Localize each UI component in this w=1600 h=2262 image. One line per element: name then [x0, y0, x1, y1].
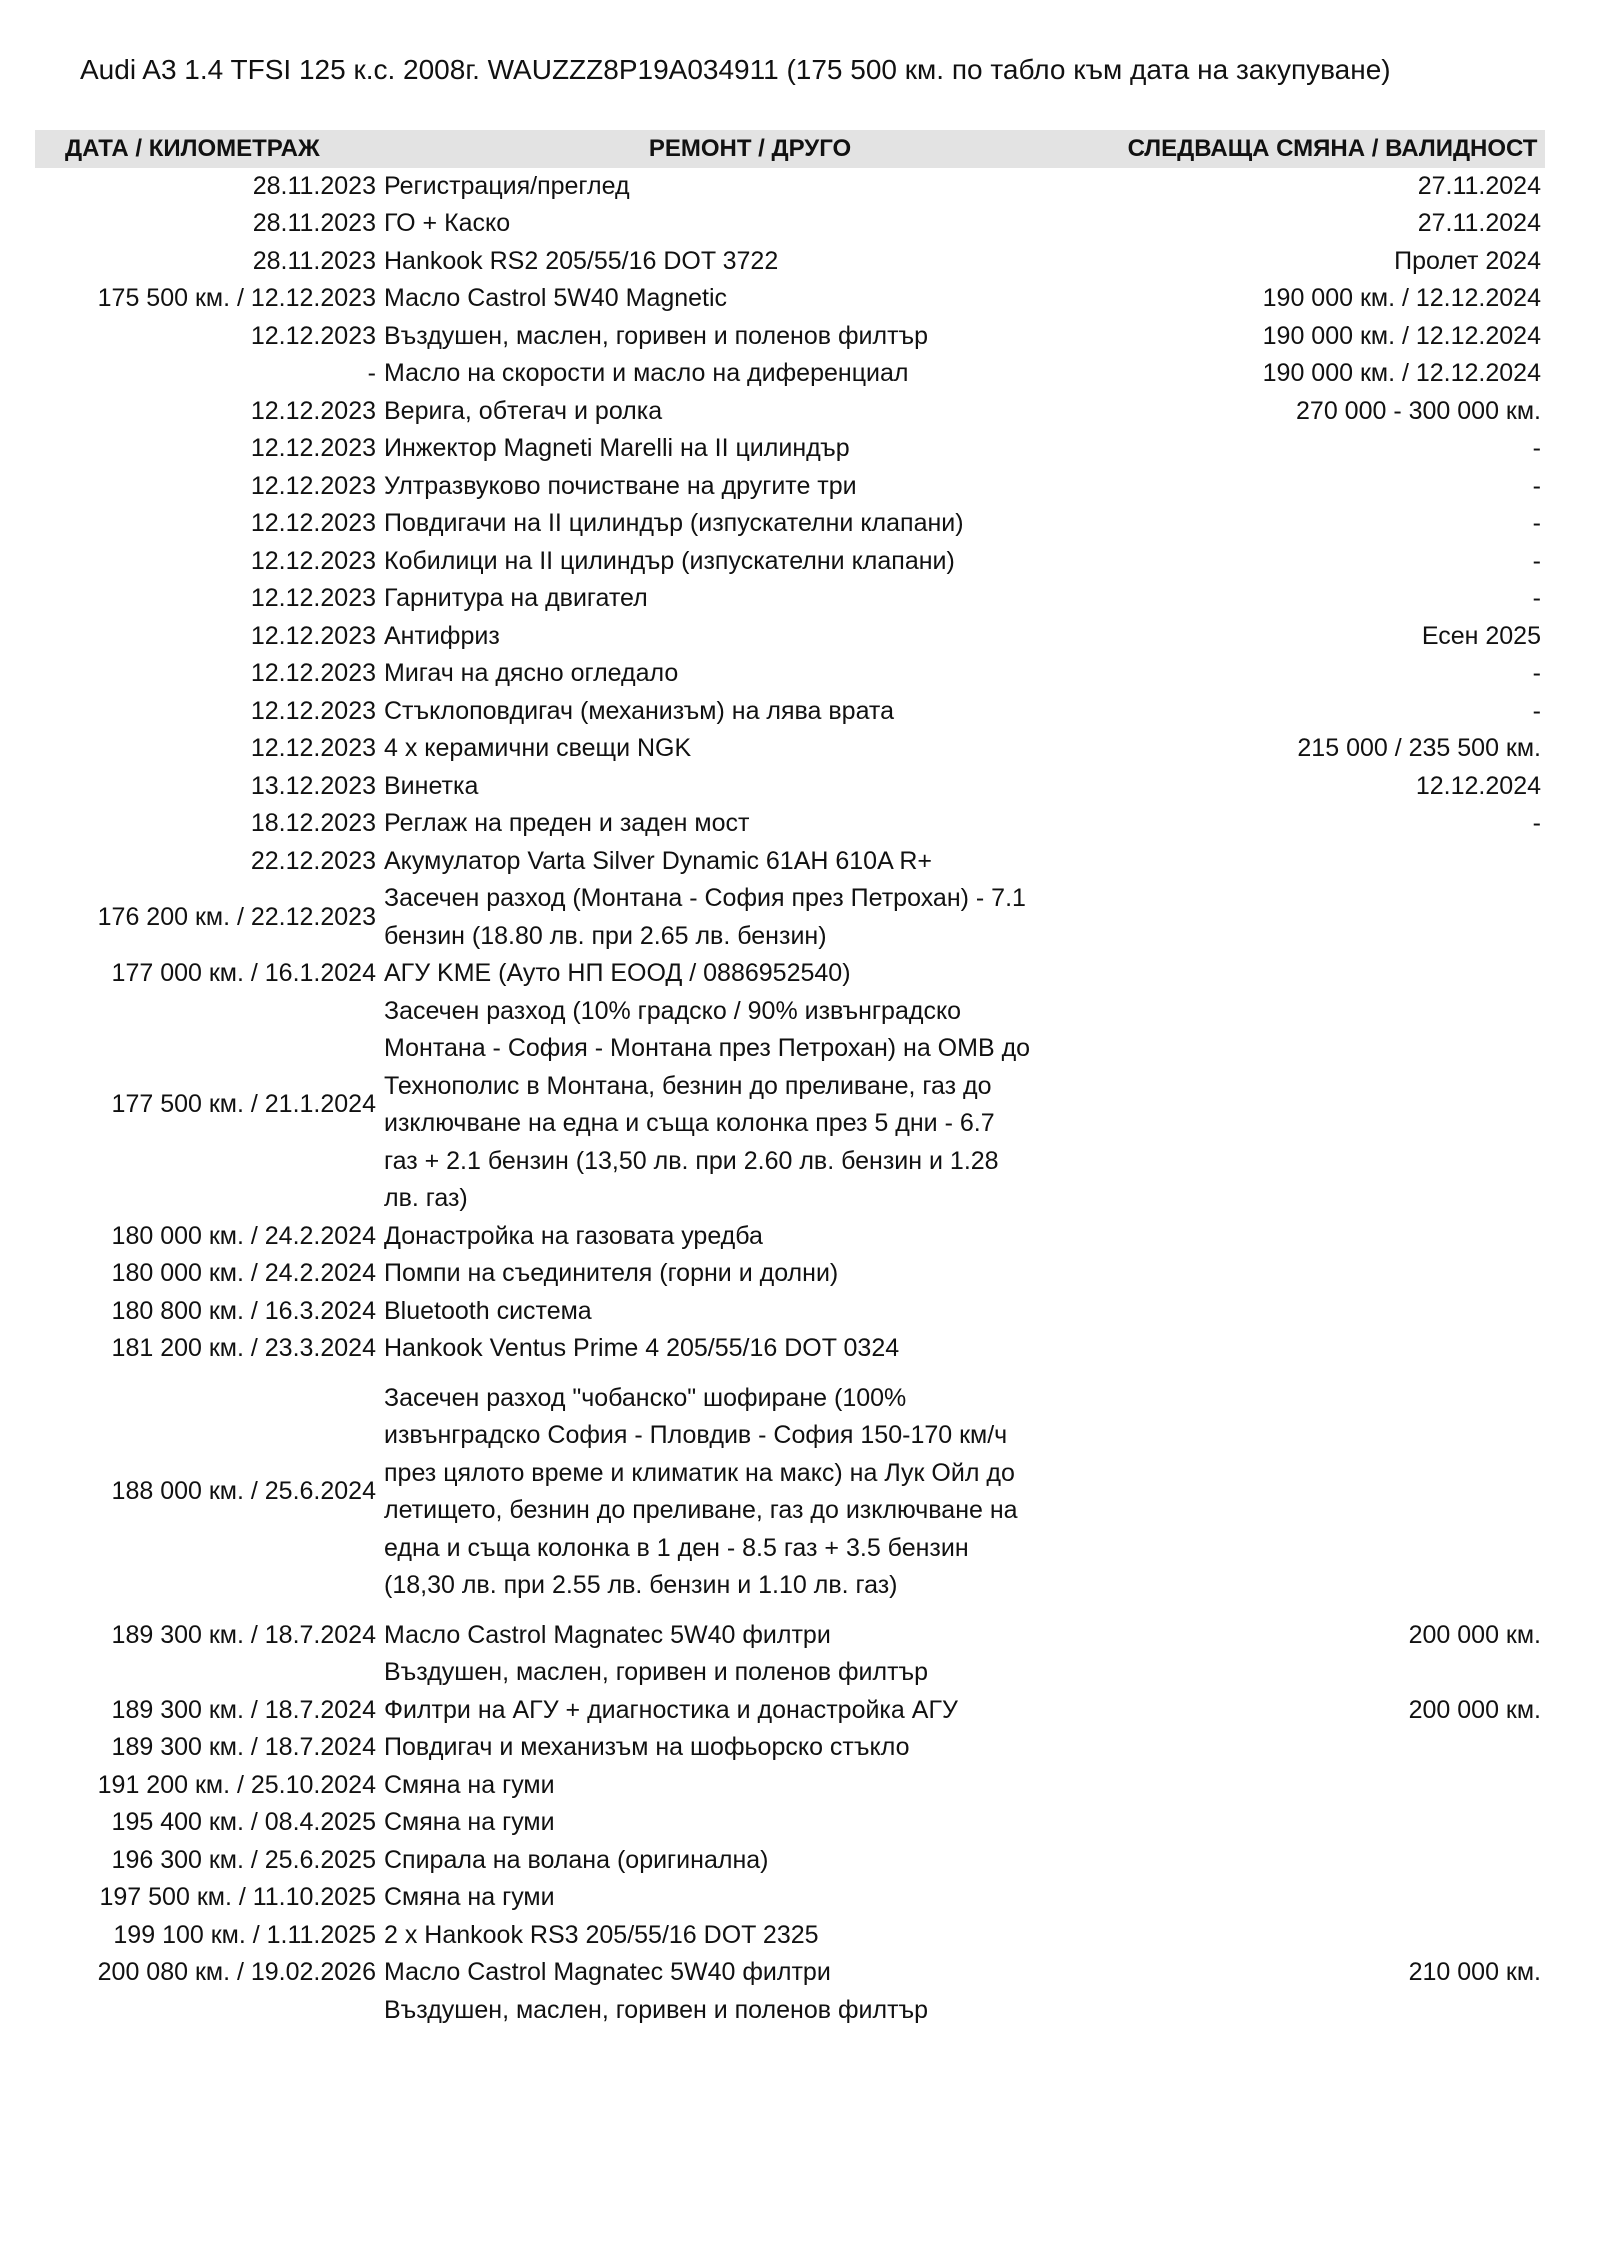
cell-repair-description	[380, 318, 1120, 356]
description-line: Hankook RS2 205/55/16 DOT 3722	[384, 246, 779, 275]
cell-repair-description	[380, 1330, 1120, 1368]
cell-repair-description	[380, 730, 1120, 768]
table-row	[35, 280, 1545, 318]
cell-repair-description	[380, 393, 1120, 431]
cell-date-mileage: 180 000 км. / 24.2.2024	[111, 1259, 376, 1287]
cell-repair-description	[380, 355, 1120, 393]
cell-repair-description	[380, 693, 1120, 731]
cell-repair-description	[380, 243, 1120, 281]
cell-repair-description	[380, 543, 1120, 581]
cell-date-mileage: 13.12.2023	[250, 771, 376, 800]
cell-next-change: -	[1532, 434, 1541, 462]
description-line: АГУ KME (Ауто НП ЕООД / 0886952540)	[384, 959, 851, 987]
description-line: летището, безнин до преливане, газ до изключване на	[384, 1496, 1018, 1524]
table-row	[35, 805, 1545, 843]
description-line: Стъклоповдигач (механизъм) на лява врата	[384, 696, 895, 725]
cell-next-change: 190 000 км. / 12.12.2024	[1262, 284, 1541, 312]
table-row	[35, 243, 1545, 281]
table-row	[35, 393, 1545, 431]
cell-next-change: 215 000 / 235 500 км.	[1297, 734, 1541, 762]
table-row	[35, 1842, 1545, 1880]
description-line: Повдигач и механизъм на шофьорско стъкло	[384, 1733, 910, 1761]
cell-repair-description	[380, 1917, 1120, 1955]
description-line: Масло Castrol 5W40 Magnetic	[384, 284, 728, 312]
cell-repair-description	[380, 768, 1120, 806]
cell-repair-description	[380, 1879, 1120, 1917]
cell-next-change	[1120, 843, 1545, 881]
table-row	[35, 355, 1545, 393]
cell-date-mileage: 180 800 км. / 16.3.2024	[111, 1296, 376, 1325]
cell-repair-description	[380, 168, 1120, 206]
cell-next-change: 190 000 км. / 12.12.2024	[1262, 359, 1541, 387]
table-row	[35, 168, 1545, 206]
cell-repair-description	[380, 1255, 1120, 1293]
cell-next-change	[1120, 993, 1545, 1218]
cell-repair-description	[380, 1729, 1120, 1767]
cell-date-mileage: 28.11.2023	[252, 246, 376, 275]
description-line: Кобилици на II цилиндър (изпускателни клапани)	[384, 546, 955, 575]
cell-repair-description	[380, 468, 1120, 506]
cell-next-change	[1120, 1767, 1545, 1805]
cell-date-mileage: 199 100 км. / 1.11.2025	[113, 1920, 376, 1949]
cell-date-mileage: 200 080 км. / 19.02.2026	[97, 1958, 376, 1986]
cell-date-mileage: 12.12.2023	[250, 621, 376, 650]
cell-repair-description	[380, 655, 1120, 693]
cell-next-change: 12.12.2024	[1415, 771, 1541, 800]
cell-date-mileage: 176 200 км. / 22.12.2023	[97, 902, 376, 931]
description-line: Монтана - София - Монтана през Петрохан) на ОМВ до	[384, 1034, 1031, 1062]
cell-date-mileage: 18.12.2023	[250, 809, 376, 837]
table-row	[35, 1218, 1545, 1256]
page-title: Audi A3 1.4 TFSI 125 к.с. 2008г. WAUZZZ8P19A034911 (175 500 км. по табло към дата на закупуване)	[80, 54, 1391, 85]
cell-next-change: 210 000 км.	[1408, 1958, 1541, 1986]
cell-date-mileage: -	[367, 359, 376, 387]
description-line: една и съща колонка в 1 ден - 8.5 газ + 3.5 бензин	[384, 1533, 969, 1562]
table-row	[35, 880, 1545, 955]
cell-next-change: 270 000 - 300 000 км.	[1296, 396, 1541, 425]
cell-date-mileage: 181 200 км. / 23.3.2024	[111, 1334, 376, 1362]
table-row	[35, 1255, 1545, 1293]
cell-repair-description	[380, 993, 1120, 1218]
service-log-table	[35, 130, 1545, 2029]
table-row	[35, 430, 1545, 468]
cell-repair-description	[380, 805, 1120, 843]
cell-date-mileage: 12.12.2023	[250, 584, 376, 612]
header-next-change: СЛЕДВАЩА СМЯНА / ВАЛИДНОСТ	[1120, 130, 1545, 168]
description-line: Масло Castrol Magnatec 5W40 филтри	[384, 1620, 831, 1649]
table-row	[35, 318, 1545, 356]
cell-repair-description	[380, 880, 1120, 955]
cell-date-mileage: 12.12.2023	[250, 546, 376, 575]
table-row	[35, 1330, 1545, 1368]
description-line: Повдигачи на II цилиндър (изпускателни клапани)	[384, 509, 964, 537]
cell-date-mileage: 12.12.2023	[250, 471, 376, 500]
cell-date-mileage: 189 300 км. / 18.7.2024	[111, 1733, 376, 1761]
cell-next-change	[1120, 1368, 1545, 1617]
cell-date-mileage: 196 300 км. / 25.6.2025	[111, 1845, 376, 1874]
cell-date-mileage: 12.12.2023	[250, 734, 376, 762]
description-line: Смяна на гуми	[384, 1770, 555, 1799]
cell-repair-description	[380, 205, 1120, 243]
header-repair-other: РЕМОНТ / ДРУГО	[380, 130, 1120, 168]
header-date-mileage: ДАТА / КИЛОМЕТРАЖ	[35, 130, 380, 168]
cell-date-mileage: 189 300 км. / 18.7.2024	[111, 1620, 376, 1649]
cell-repair-description	[380, 280, 1120, 318]
description-line: (18,30 лв. при 2.55 лв. бензин и 1.10 лв. газ)	[384, 1571, 898, 1599]
table-row	[35, 655, 1545, 693]
cell-next-change: Есен 2025	[1421, 621, 1541, 650]
cell-repair-description	[380, 1842, 1120, 1880]
table-row	[35, 543, 1545, 581]
description-line: Масло Castrol Magnatec 5W40 филтри	[384, 1958, 831, 1986]
description-line: Спирала на волана (оригинална)	[384, 1845, 769, 1874]
table-row	[35, 1879, 1545, 1917]
cell-date-mileage: 195 400 км. / 08.4.2025	[111, 1808, 376, 1836]
description-line: изключване на една и съща колонка през 5 дни - 6.7	[384, 1109, 995, 1137]
description-line: лв. газ)	[384, 1184, 468, 1212]
description-line: Донастройка на газовата уредба	[384, 1221, 763, 1250]
table-row	[35, 1804, 1545, 1842]
description-line: Мигач на дясно огледало	[384, 659, 679, 687]
cell-repair-description	[380, 1954, 1120, 2029]
table-row	[35, 1767, 1545, 1805]
description-line: Винетка	[384, 771, 479, 800]
cell-repair-description	[380, 1293, 1120, 1331]
description-line: 2 х Hankook RS3 205/55/16 DOT 2325	[384, 1920, 819, 1949]
description-line: Bluetooth система	[384, 1296, 592, 1325]
cell-repair-description	[380, 505, 1120, 543]
cell-repair-description	[380, 580, 1120, 618]
cell-date-mileage: 12.12.2023	[250, 396, 376, 425]
description-line: Масло на скорости и масло на диференциал	[384, 359, 909, 387]
cell-date-mileage: 189 300 км. / 18.7.2024	[111, 1695, 376, 1724]
cell-next-change: -	[1532, 471, 1541, 500]
description-line: Инжектор Magneti Marelli на II цилиндър	[384, 434, 850, 462]
table-row	[35, 618, 1545, 656]
cell-repair-description	[380, 843, 1120, 881]
cell-next-change	[1120, 1842, 1545, 1880]
cell-next-change: 190 000 км. / 12.12.2024	[1262, 321, 1541, 350]
cell-repair-description	[380, 955, 1120, 993]
cell-next-change	[1120, 1218, 1545, 1256]
cell-next-change	[1120, 1255, 1545, 1293]
description-line: Hankook Ventus Prime 4 205/55/16 DOT 0324	[384, 1334, 900, 1362]
cell-next-change: -	[1532, 809, 1541, 837]
cell-next-change	[1120, 955, 1545, 993]
cell-date-mileage: 12.12.2023	[250, 434, 376, 462]
cell-next-change: -	[1532, 509, 1541, 537]
cell-repair-description	[380, 1368, 1120, 1617]
cell-date-mileage: 12.12.2023	[250, 321, 376, 350]
cell-repair-description	[380, 1617, 1120, 1692]
table-row	[35, 1617, 1545, 1692]
table-row	[35, 1917, 1545, 1955]
cell-repair-description	[380, 1218, 1120, 1256]
cell-next-change	[1120, 1879, 1545, 1917]
table-row	[35, 580, 1545, 618]
cell-next-change: 27.11.2024	[1417, 171, 1541, 200]
table-row	[35, 843, 1545, 881]
cell-date-mileage: 28.11.2023	[252, 171, 376, 200]
description-line: Верига, обтегач и ролка	[384, 396, 663, 425]
cell-next-change: 200 000 км.	[1408, 1620, 1541, 1649]
description-line: Гарнитура на двигател	[384, 584, 648, 612]
description-line: Смяна на гуми	[384, 1808, 555, 1836]
cell-date-mileage: 188 000 км. / 25.6.2024	[111, 1477, 376, 1506]
table-header-row	[35, 130, 1545, 168]
table-row	[35, 1368, 1545, 1617]
description-line: Регистрация/преглед	[384, 171, 630, 200]
table-row	[35, 1293, 1545, 1331]
description-line: Филтри на АГУ + диагностика и донастройка АГУ	[384, 1695, 958, 1724]
description-line: Ултразвуково почистване на другите три	[384, 471, 857, 500]
cell-next-change: 27.11.2024	[1417, 209, 1541, 237]
table-row	[35, 205, 1545, 243]
description-line: Смяна на гуми	[384, 1883, 555, 1911]
table-body	[35, 168, 1545, 2030]
cell-next-change	[1120, 1293, 1545, 1331]
cell-date-mileage: 175 500 км. / 12.12.2023	[97, 284, 376, 312]
description-line: Засечен разход (Монтана - София през Петрохан) - 7.1	[384, 884, 1026, 912]
description-line: бензин (18.80 лв. при 2.65 лв. бензин)	[384, 921, 827, 950]
table-row	[35, 768, 1545, 806]
cell-date-mileage: 197 500 км. / 11.10.2025	[99, 1883, 376, 1911]
cell-repair-description	[380, 430, 1120, 468]
cell-repair-description	[380, 1767, 1120, 1805]
cell-date-mileage: 177 000 км. / 16.1.2024	[111, 959, 376, 987]
description-line: през цялото време и климатик на макс) на Лук Ойл до	[384, 1458, 1015, 1487]
table-row	[35, 1729, 1545, 1767]
cell-next-change	[1120, 880, 1545, 955]
description-line: 4 х керамични свещи NGK	[384, 734, 692, 762]
cell-date-mileage: 177 500 км. / 21.1.2024	[111, 1090, 376, 1119]
cell-date-mileage: 191 200 км. / 25.10.2024	[97, 1770, 376, 1799]
cell-date-mileage: 12.12.2023	[250, 696, 376, 725]
table-row	[35, 955, 1545, 993]
cell-next-change: -	[1532, 584, 1541, 612]
cell-next-change: -	[1532, 659, 1541, 687]
table-row	[35, 993, 1545, 1218]
cell-date-mileage: 180 000 км. / 24.2.2024	[111, 1221, 376, 1250]
table-row	[35, 505, 1545, 543]
cell-date-mileage: 12.12.2023	[250, 509, 376, 537]
description-line: Акумулатор Varta Silver Dynamic 61AH 610A R+	[384, 846, 932, 875]
cell-next-change	[1120, 1729, 1545, 1767]
description-line: Въздушен, маслен, горивен и поленов филтър	[384, 321, 929, 350]
description-line: Засечен разход "чобанско" шофиране (100%	[384, 1383, 907, 1412]
cell-next-change	[1120, 1917, 1545, 1955]
description-line: Въздушен, маслен, горивен и поленов филтър	[384, 1995, 929, 2024]
table-row	[35, 1692, 1545, 1730]
cell-repair-description	[380, 1804, 1120, 1842]
description-line: Антифриз	[384, 621, 500, 650]
cell-date-mileage: 22.12.2023	[250, 846, 376, 875]
cell-next-change	[1120, 1804, 1545, 1842]
description-line: Технополис в Монтана, безнин до преливане, газ до	[384, 1071, 992, 1100]
description-line: газ + 2.1 бензин (13,50 лв. при 2.60 лв. бензин и 1.28	[384, 1146, 999, 1175]
description-line: извънградско София - Пловдив - София 150-170 км/ч	[384, 1421, 1008, 1449]
cell-next-change	[1120, 1330, 1545, 1368]
cell-next-change: -	[1532, 546, 1541, 575]
cell-next-change: -	[1532, 696, 1541, 725]
description-line: Помпи на съединителя (горни и долни)	[384, 1259, 839, 1287]
table-row	[35, 1954, 1545, 2029]
description-line: Реглаж на преден и заден мост	[384, 809, 750, 837]
cell-date-mileage: 12.12.2023	[250, 659, 376, 687]
description-line: ГО + Каско	[384, 209, 511, 237]
table-row	[35, 468, 1545, 506]
table-row	[35, 730, 1545, 768]
description-line: Засечен разход (10% градско / 90% извънградско	[384, 996, 962, 1025]
cell-next-change: Пролет 2024	[1394, 246, 1541, 275]
cell-date-mileage: 28.11.2023	[252, 209, 376, 237]
description-line: Въздушен, маслен, горивен и поленов филтър	[384, 1658, 929, 1686]
cell-repair-description	[380, 1692, 1120, 1730]
cell-next-change: 200 000 км.	[1408, 1695, 1541, 1724]
table-row	[35, 693, 1545, 731]
cell-repair-description	[380, 618, 1120, 656]
